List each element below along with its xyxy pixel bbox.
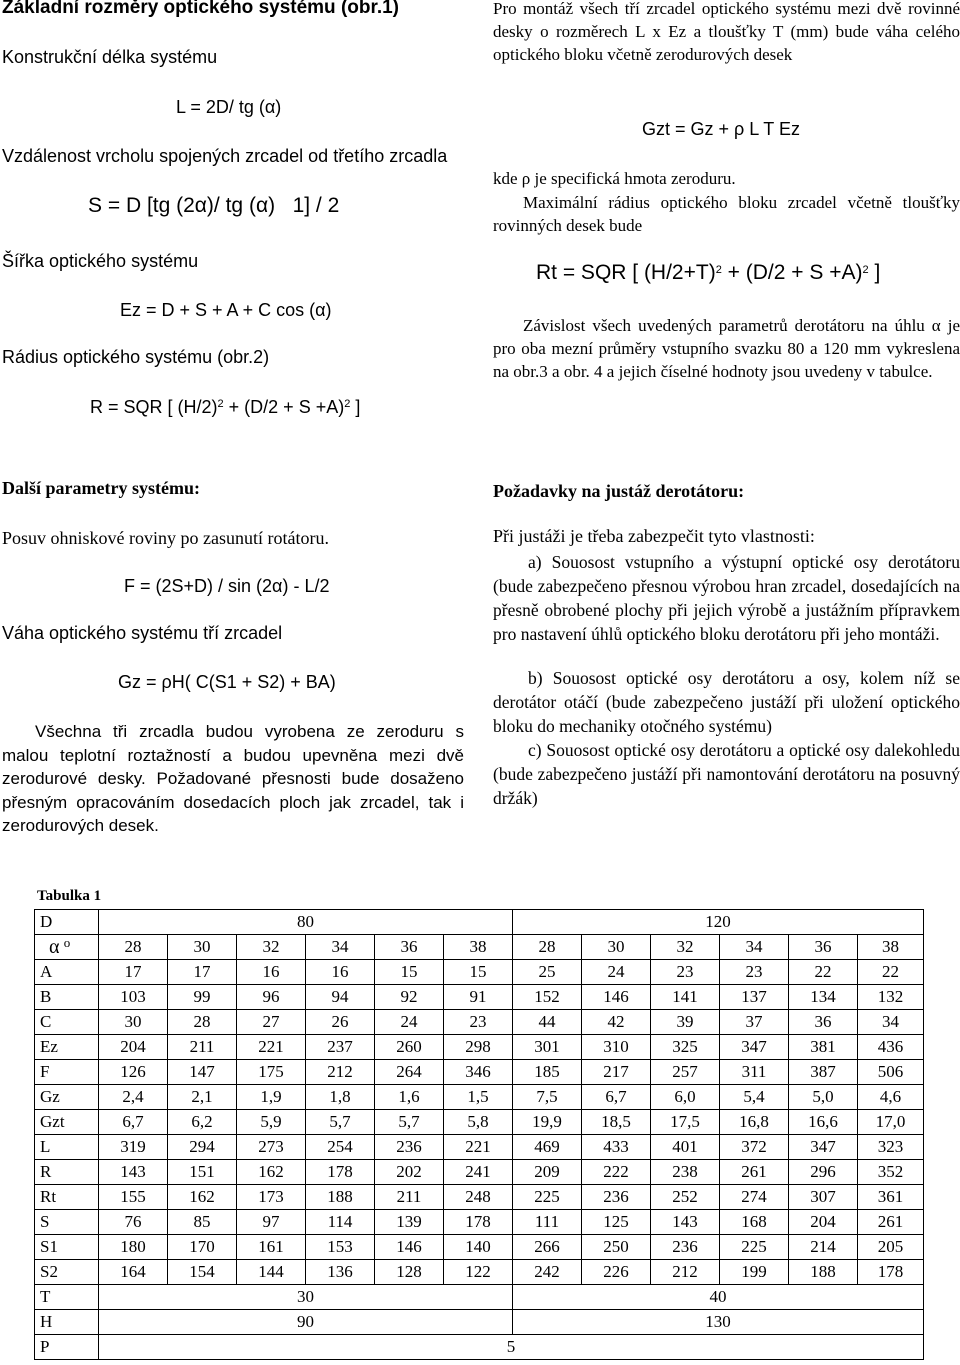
table-cell: 242 — [513, 1260, 582, 1285]
table-cell: 252 — [651, 1185, 720, 1210]
row-label: S2 — [35, 1260, 99, 1285]
cell-alpha: 28 — [513, 935, 582, 960]
table-cell: 323 — [858, 1135, 924, 1160]
cell-alpha: 36 — [375, 935, 444, 960]
table-cell: 19,9 — [513, 1110, 582, 1135]
table-cell: 37 — [720, 1010, 789, 1035]
label-mirror-weight: Váha optického systému tří zrcadel — [2, 623, 283, 643]
table-cell: 298 — [444, 1035, 513, 1060]
table-cell: 319 — [99, 1135, 168, 1160]
table-row — [35, 1210, 924, 1235]
cell-alpha: 30 — [582, 935, 651, 960]
table-cell: 433 — [582, 1135, 651, 1160]
table-cell: 311 — [720, 1060, 789, 1085]
table-cell: 6,2 — [168, 1110, 237, 1135]
row-label-alpha — [35, 935, 99, 960]
table-cell: 401 — [651, 1135, 720, 1160]
table-row — [35, 1085, 924, 1110]
table-cell: 178 — [306, 1160, 375, 1185]
row-label-H: H — [35, 1310, 99, 1335]
table-cell: 6,7 — [582, 1085, 651, 1110]
text-adjustment-intro: Při justáži je třeba zabezpečit tyto vlastnosti: — [493, 526, 815, 546]
table-cell: 260 — [375, 1035, 444, 1060]
row-label: A — [35, 960, 99, 985]
table-cell: 151 — [168, 1160, 237, 1185]
table-cell: 15 — [444, 960, 513, 985]
table-row — [35, 960, 924, 985]
cell-alpha: 28 — [99, 935, 168, 960]
table-row-alpha — [35, 935, 924, 960]
formula-Rt-part1: Rt = SQR [ (H/2+T) — [536, 261, 716, 284]
table-cell: 188 — [789, 1260, 858, 1285]
cell-T-120: 40 — [513, 1285, 924, 1310]
table-cell: 128 — [375, 1260, 444, 1285]
table-cell: 137 — [720, 985, 789, 1010]
list-item-a: a) Souosost vstupního a výstupní optické osy derotátoru (bude zabezpečeno přesnou výrobou hran zrcadel, dosedajících na přesně obrobené plochy při jejich výrobě a justážním přípravkem pro nastavení úhlů optického bloku derotátoru při jeho montáži. — [493, 552, 960, 644]
table-cell: 6,0 — [651, 1085, 720, 1110]
table-cell: 85 — [168, 1210, 237, 1235]
section-heading-adjustment: Požadavky na justáž derotátoru: — [493, 481, 745, 501]
table-cell: 146 — [375, 1235, 444, 1260]
table-row-T — [35, 1285, 924, 1310]
table-cell: 238 — [651, 1160, 720, 1185]
label-vertex-distance: Vzdálenost vrcholu spojených zrcadel od třetího zrcadla — [2, 146, 448, 166]
table-cell: 221 — [237, 1035, 306, 1060]
table-cell: 30 — [99, 1010, 168, 1035]
table-cell: 99 — [168, 985, 237, 1010]
table-cell: 173 — [237, 1185, 306, 1210]
formula-Rt-sup1: 2 — [715, 264, 722, 276]
table-cell: 301 — [513, 1035, 582, 1060]
formula-Rt-part3: ] — [868, 261, 881, 284]
table-cell: 273 — [237, 1135, 306, 1160]
table-cell: 178 — [858, 1260, 924, 1285]
table-cell: 91 — [444, 985, 513, 1010]
table-row — [35, 1135, 924, 1160]
table-row — [35, 1235, 924, 1260]
table-row-P — [35, 1335, 924, 1360]
table-cell: 36 — [789, 1010, 858, 1035]
cell-alpha: 38 — [858, 935, 924, 960]
row-label: S — [35, 1210, 99, 1235]
table-cell: 17 — [168, 960, 237, 985]
list-item-c: c) Souosost optické osy derotátoru a optické osy dalekohledu (bude zabezpečeno justáží při namontování derotátoru na posuvný držák) — [493, 740, 960, 808]
table-cell: 122 — [444, 1260, 513, 1285]
table-cell: 22 — [789, 960, 858, 985]
table-cell: 17,0 — [858, 1110, 924, 1135]
list-item-b: b) Souosost optické osy derotátoru a osy, kolem níž se derotátor otáčí (bude zabezpečeno justáží při uložení optického bloku do mechaniky otočného systému) — [493, 668, 960, 736]
table-cell: 387 — [789, 1060, 858, 1085]
row-label: C — [35, 1010, 99, 1035]
formula-Gz: Gz = ρH( C(S1 + S2) + BA) — [118, 672, 336, 692]
table-cell: 15 — [375, 960, 444, 985]
row-label: Ez — [35, 1035, 99, 1060]
table-cell: 274 — [720, 1185, 789, 1210]
table-cell: 226 — [582, 1260, 651, 1285]
table-cell: 185 — [513, 1060, 582, 1085]
table-caption: Tabulka 1 — [37, 888, 102, 904]
table-cell: 204 — [789, 1210, 858, 1235]
table-cell: 209 — [513, 1160, 582, 1185]
table-cell: 152 — [513, 985, 582, 1010]
row-label: S1 — [35, 1235, 99, 1260]
table-cell: 23 — [444, 1010, 513, 1035]
row-label-P: P — [35, 1335, 99, 1360]
table-cell: 146 — [582, 985, 651, 1010]
table-row-H — [35, 1310, 924, 1335]
data-table — [34, 909, 924, 1360]
table-cell: 254 — [306, 1135, 375, 1160]
formula-F: F = (2S+D) / sin (2α) - L/2 — [124, 576, 330, 596]
row-label: Gz — [35, 1085, 99, 1110]
table-cell: 506 — [858, 1060, 924, 1085]
table-cell: 126 — [99, 1060, 168, 1085]
table-cell: 136 — [306, 1260, 375, 1285]
row-label: R — [35, 1160, 99, 1185]
text-rho-definition: kde ρ je specifická hmota zeroduru. — [493, 169, 736, 188]
table-cell: 161 — [237, 1235, 306, 1260]
table-cell: 111 — [513, 1210, 582, 1235]
table-row — [35, 1110, 924, 1135]
table-cell: 241 — [444, 1160, 513, 1185]
table-row — [35, 1160, 924, 1185]
table-cell: 257 — [651, 1060, 720, 1085]
row-label-T: T — [35, 1285, 99, 1310]
table-cell: 22 — [858, 960, 924, 985]
table-cell: 1,8 — [306, 1085, 375, 1110]
table-cell: 212 — [651, 1260, 720, 1285]
table-cell: 26 — [306, 1010, 375, 1035]
formula-R-sup1: 2 — [217, 398, 224, 410]
table-cell: 5,4 — [720, 1085, 789, 1110]
table-cell: 225 — [720, 1235, 789, 1260]
section-heading-further-params: Další parametry systému: — [2, 478, 200, 498]
table-cell: 16 — [237, 960, 306, 985]
section-heading-basic-dimensions: Základní rozměry optického systému (obr.1) — [2, 0, 399, 18]
table-cell: 162 — [237, 1160, 306, 1185]
cell-alpha: 32 — [237, 935, 306, 960]
table-cell: 4,6 — [858, 1085, 924, 1110]
table-cell: 96 — [237, 985, 306, 1010]
paragraph-mounting-weight: Pro montáž všech tří zrcadel optického systému mezi dvě rovinné desky o rozměrech L x Ez a tloušťky T (mm) bude váha celého optického bloku včetně zerodurových desek — [493, 0, 960, 64]
table-cell: 103 — [99, 985, 168, 1010]
table-cell: 237 — [306, 1035, 375, 1060]
table-cell: 23 — [651, 960, 720, 985]
cell-P: 5 — [99, 1335, 924, 1360]
table-row — [35, 1010, 924, 1035]
row-label: Rt — [35, 1185, 99, 1210]
formula-S: S = D [tg (2α)/ tg (α) 1] / 2 — [88, 194, 340, 217]
table-cell: 214 — [789, 1235, 858, 1260]
cell-alpha: 30 — [168, 935, 237, 960]
alpha-symbol: α — [49, 935, 60, 958]
table-cell: 2,1 — [168, 1085, 237, 1110]
paragraph-max-radius: Maximální rádius optického bloku zrcadel včetně tloušťky rovinných desek bude — [493, 193, 960, 235]
table-cell: 28 — [168, 1010, 237, 1035]
alpha-degree: o — [63, 934, 71, 950]
table-cell: 170 — [168, 1235, 237, 1260]
row-label: F — [35, 1060, 99, 1085]
cell-alpha: 32 — [651, 935, 720, 960]
table-cell: 143 — [651, 1210, 720, 1235]
table-cell: 24 — [582, 960, 651, 985]
table-cell: 143 — [99, 1160, 168, 1185]
table-cell: 6,7 — [99, 1110, 168, 1135]
table-cell: 5,7 — [306, 1110, 375, 1135]
table-cell: 34 — [858, 1010, 924, 1035]
formula-Gzt: Gzt = Gz + ρ L T Ez — [642, 119, 800, 139]
formula-R-part3: ] — [350, 397, 361, 417]
table-cell: 44 — [513, 1010, 582, 1035]
table-cell: 352 — [858, 1160, 924, 1185]
cell-alpha: 36 — [789, 935, 858, 960]
table-cell: 153 — [306, 1235, 375, 1260]
table-cell: 7,5 — [513, 1085, 582, 1110]
table-cell: 5,8 — [444, 1110, 513, 1135]
table-cell: 212 — [306, 1060, 375, 1085]
table-cell: 325 — [651, 1035, 720, 1060]
row-label: B — [35, 985, 99, 1010]
table-cell: 294 — [168, 1135, 237, 1160]
formula-Rt — [536, 261, 880, 285]
table-cell: 164 — [99, 1260, 168, 1285]
row-label: L — [35, 1135, 99, 1160]
table-row — [35, 1260, 924, 1285]
table-cell: 188 — [306, 1185, 375, 1210]
table-cell: 141 — [651, 985, 720, 1010]
table-cell: 16,6 — [789, 1110, 858, 1135]
table-cell: 5,7 — [375, 1110, 444, 1135]
formula-R — [90, 397, 360, 418]
formula-Ez: Ez = D + S + A + C cos (α) — [120, 300, 332, 320]
table-cell: 155 — [99, 1185, 168, 1210]
table-cell: 264 — [375, 1060, 444, 1085]
table-cell: 248 — [444, 1185, 513, 1210]
table-cell: 205 — [858, 1235, 924, 1260]
label-system-radius: Rádius optického systému (obr.2) — [2, 347, 270, 367]
table-cell: 134 — [789, 985, 858, 1010]
table-row — [35, 985, 924, 1010]
table-cell: 17,5 — [651, 1110, 720, 1135]
table-cell: 261 — [720, 1160, 789, 1185]
table-cell: 97 — [237, 1210, 306, 1235]
cell-D-80: 80 — [99, 910, 513, 935]
table-cell: 25 — [513, 960, 582, 985]
row-label-D: D — [35, 910, 99, 935]
table-cell: 16 — [306, 960, 375, 985]
table-cell: 307 — [789, 1185, 858, 1210]
table-cell: 168 — [720, 1210, 789, 1235]
table-cell: 5,9 — [237, 1110, 306, 1135]
table-cell: 5,0 — [789, 1085, 858, 1110]
table-cell: 296 — [789, 1160, 858, 1185]
table-cell: 18,5 — [582, 1110, 651, 1135]
table-cell: 266 — [513, 1235, 582, 1260]
table-cell: 346 — [444, 1060, 513, 1085]
table-cell: 236 — [375, 1135, 444, 1160]
table-cell: 114 — [306, 1210, 375, 1235]
label-construction-length: Konstrukční délka systému — [2, 47, 218, 67]
table-cell: 199 — [720, 1260, 789, 1285]
table-cell: 202 — [375, 1160, 444, 1185]
table-cell: 17 — [99, 960, 168, 985]
table-cell: 39 — [651, 1010, 720, 1035]
label-system-width: Šířka optického systému — [2, 251, 199, 271]
table-cell: 381 — [789, 1035, 858, 1060]
table-cell: 361 — [858, 1185, 924, 1210]
table-cell: 180 — [99, 1235, 168, 1260]
cell-alpha: 34 — [720, 935, 789, 960]
table-cell: 211 — [375, 1185, 444, 1210]
label-focal-shift: Posuv ohniskové roviny po zasunutí rotátoru. — [2, 528, 329, 548]
table-cell: 236 — [651, 1235, 720, 1260]
table-cell: 436 — [858, 1035, 924, 1060]
table-cell: 175 — [237, 1060, 306, 1085]
table-row — [35, 1060, 924, 1085]
table-cell: 222 — [582, 1160, 651, 1185]
table-cell: 42 — [582, 1010, 651, 1035]
cell-T-80: 30 — [99, 1285, 513, 1310]
formula-Rt-sup2: 2 — [862, 264, 869, 276]
table-cell: 347 — [789, 1135, 858, 1160]
table-row — [35, 1185, 924, 1210]
table-cell: 144 — [237, 1260, 306, 1285]
table-cell: 27 — [237, 1010, 306, 1035]
table-cell: 92 — [375, 985, 444, 1010]
table-cell: 139 — [375, 1210, 444, 1235]
table-row — [35, 1035, 924, 1060]
formula-L: L = 2D/ tg (α) — [176, 97, 282, 117]
table-cell: 16,8 — [720, 1110, 789, 1135]
table-cell: 1,6 — [375, 1085, 444, 1110]
table-cell: 211 — [168, 1035, 237, 1060]
table-cell: 2,4 — [99, 1085, 168, 1110]
formula-R-sup2: 2 — [344, 398, 351, 410]
table-cell: 132 — [858, 985, 924, 1010]
cell-D-120: 120 — [513, 910, 924, 935]
formula-R-part1: R = SQR [ (H/2) — [90, 397, 218, 417]
table-cell: 469 — [513, 1135, 582, 1160]
table-cell: 221 — [444, 1135, 513, 1160]
cell-alpha: 38 — [444, 935, 513, 960]
table-cell: 24 — [375, 1010, 444, 1035]
table-cell: 1,9 — [237, 1085, 306, 1110]
formula-R-part2: + (D/2 + S +A) — [223, 397, 345, 417]
table-body — [35, 910, 924, 1360]
table-cell: 23 — [720, 960, 789, 985]
table-cell: 261 — [858, 1210, 924, 1235]
table-cell: 154 — [168, 1260, 237, 1285]
table-cell: 310 — [582, 1035, 651, 1060]
table-cell: 76 — [99, 1210, 168, 1235]
table-cell: 225 — [513, 1185, 582, 1210]
cell-alpha: 34 — [306, 935, 375, 960]
table-cell: 236 — [582, 1185, 651, 1210]
table-cell: 178 — [444, 1210, 513, 1235]
table-cell: 140 — [444, 1235, 513, 1260]
cell-H-80: 90 — [99, 1310, 513, 1335]
table-cell: 347 — [720, 1035, 789, 1060]
table-cell: 204 — [99, 1035, 168, 1060]
table-cell: 147 — [168, 1060, 237, 1085]
formula-Rt-part2: + (D/2 + S +A) — [721, 261, 863, 284]
table-cell: 250 — [582, 1235, 651, 1260]
table-cell: 125 — [582, 1210, 651, 1235]
table-cell: 162 — [168, 1185, 237, 1210]
cell-H-120: 130 — [513, 1310, 924, 1335]
paragraph-zerodur: Všechna tři zrcadla budou vyrobena ze zeroduru s malou teplotní roztažností a budou upevněna mezi dvě zerodurové desky. Požadované přesnosti bude dosaženo přesným opracováním dosedacích ploch jak zrcadel, tak i zerodurových desek. — [2, 722, 464, 835]
table-cell: 217 — [582, 1060, 651, 1085]
row-label: Gzt — [35, 1110, 99, 1135]
table-cell: 372 — [720, 1135, 789, 1160]
table-cell: 1,5 — [444, 1085, 513, 1110]
table-cell: 94 — [306, 985, 375, 1010]
paragraph-dependency: Závislost všech uvedených parametrů derotátoru na úhlu α je pro oba mezní průměry vstupního svazku 80 a 120 mm vykreslena na obr.3 a obr. 4 a jejich číselné hodnoty jsou uvedeny v tabulce. — [493, 316, 960, 381]
table-row-D — [35, 910, 924, 935]
